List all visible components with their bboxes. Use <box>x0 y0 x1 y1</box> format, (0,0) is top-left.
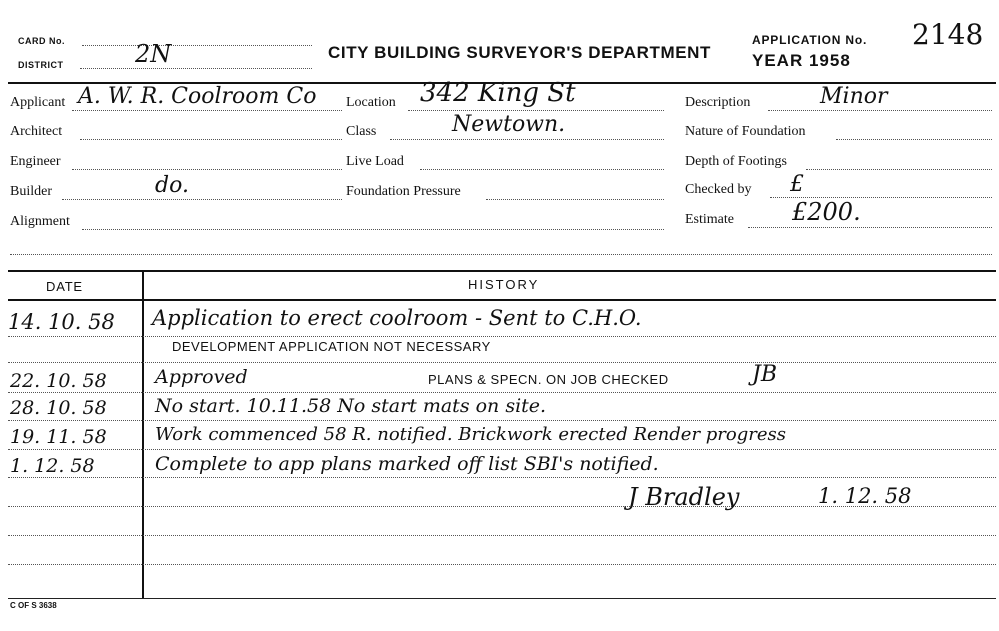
pressure-line <box>486 199 664 200</box>
class-label: Class <box>346 124 377 139</box>
engineer-line <box>72 169 342 170</box>
ruling-line <box>8 420 996 421</box>
history-entry: Application to erect coolroom - Sent to C.H.O. <box>152 306 642 330</box>
department-title: CITY BUILDING SURVEYOR'S DEPARTMENT <box>328 43 712 62</box>
form-code: C OF S 3638 <box>10 601 57 610</box>
application-number: 2148 <box>912 18 984 51</box>
checked-by-value: £ <box>790 172 804 197</box>
history-column-header: HISTORY <box>468 277 540 292</box>
ruling-line <box>8 362 996 363</box>
table-header-rule <box>8 299 996 301</box>
architect-line <box>80 139 342 140</box>
signature: J Bradley <box>628 483 740 511</box>
district-value: 2N <box>135 40 172 68</box>
location-value: 342 King St <box>420 78 576 108</box>
column-divider <box>142 271 144 599</box>
ruling-line <box>8 392 996 393</box>
ruling-line <box>8 535 996 536</box>
description-value: Minor <box>820 84 888 109</box>
history-date: 22. 10. 58 <box>10 370 107 392</box>
date-column-header: DATE <box>46 279 83 294</box>
district-label: DISTRICT <box>18 60 64 70</box>
nature-line <box>836 139 992 140</box>
location-label: Location <box>346 95 396 110</box>
year-label: YEAR 1958 <box>752 51 851 70</box>
history-date: 19. 11. 58 <box>10 426 107 448</box>
ruling-line <box>8 477 996 478</box>
alignment-label: Alignment <box>10 214 70 229</box>
live-load-label: Live Load <box>346 154 404 169</box>
table-bottom-rule <box>8 598 996 599</box>
history-entry: No start. 10.11.58 No start mats on site. <box>155 395 547 417</box>
description-line <box>768 110 992 111</box>
builder-value: do. <box>155 173 189 198</box>
checked-by-label: Checked by <box>685 182 752 197</box>
description-label: Description <box>685 95 751 110</box>
history-date: 28. 10. 58 <box>10 397 107 419</box>
initials: JB <box>752 362 777 387</box>
history-date: 14. 10. 58 <box>8 310 115 334</box>
ruling-line <box>8 564 996 565</box>
history-entry: Work commenced 58 R. notified. Brickwork erected Render progress <box>155 424 786 445</box>
estimate-label: Estimate <box>685 212 734 227</box>
ruling-line <box>8 449 996 450</box>
plans-checked-stamp: PLANS & SPECN. ON JOB CHECKED <box>428 372 669 387</box>
location-line <box>408 110 664 111</box>
architect-label: Architect <box>10 124 63 139</box>
nature-of-foundation-label: Nature of Foundation <box>685 124 806 139</box>
applicant-line <box>72 110 342 111</box>
development-stamp: DEVELOPMENT APPLICATION NOT NECESSARY <box>172 339 491 354</box>
builder-label: Builder <box>10 184 52 199</box>
depth-of-footings-label: Depth of Footings <box>685 154 787 169</box>
applicant-value: A. W. R. Coolroom Co <box>78 84 317 109</box>
history-entry: Approved <box>155 366 248 388</box>
ruling-line <box>8 336 996 337</box>
estimate-line <box>748 227 992 228</box>
builder-line <box>62 199 342 200</box>
district-line <box>80 68 312 69</box>
table-top-rule <box>8 270 996 272</box>
engineer-label: Engineer <box>10 154 61 169</box>
live-load-line <box>420 169 664 170</box>
class-value: Newtown. <box>452 112 566 137</box>
history-date: 1. 12. 58 <box>10 455 95 477</box>
estimate-value: £200. <box>792 198 861 226</box>
alignment-line <box>82 229 664 230</box>
card-no-label: CARD No. <box>18 36 65 46</box>
fields-bottom-line <box>10 254 992 255</box>
depth-line <box>806 169 992 170</box>
application-label: APPLICATION No. <box>752 33 868 47</box>
card-no-line <box>82 45 312 46</box>
applicant-label: Applicant <box>10 95 66 110</box>
history-entry: Complete to app plans marked off list SBI's notified. <box>155 453 659 475</box>
foundation-pressure-label: Foundation Pressure <box>346 184 461 199</box>
signature-date: 1. 12. 58 <box>818 484 912 508</box>
class-line <box>390 139 664 140</box>
